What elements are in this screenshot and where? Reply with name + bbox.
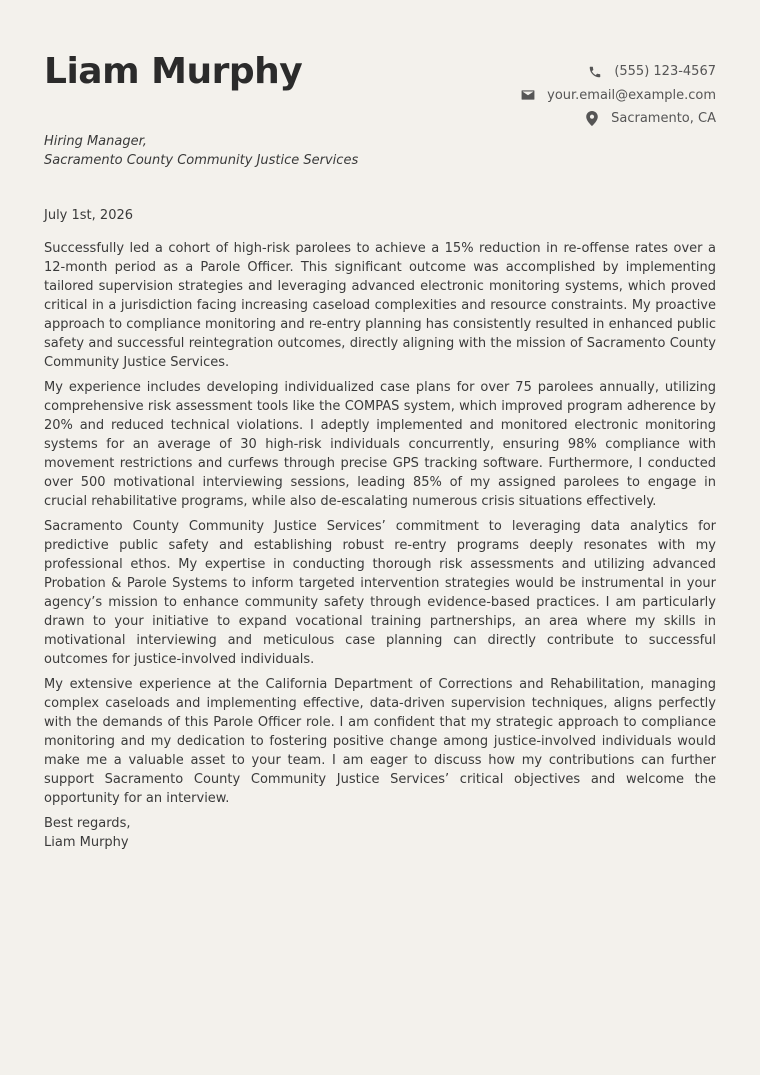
envelope-icon xyxy=(521,88,535,102)
email-text: your.email@example.com xyxy=(547,87,716,103)
closing-salutation: Best regards, xyxy=(44,816,131,831)
recipient-block xyxy=(44,132,716,170)
letter-closing xyxy=(44,814,716,852)
letter-date: July 1st, 2026 xyxy=(44,208,134,223)
letter-body xyxy=(44,239,716,808)
contact-info xyxy=(521,60,716,131)
map-pin-icon xyxy=(585,112,599,126)
contact-phone xyxy=(521,60,716,84)
phone-text: (555) 123-4567 xyxy=(614,64,716,80)
body-paragraph: My experience includes developing individualized case plans for over 75 parolees annually, utilizing comprehensive risk assessment tools like the COMPAS system, which improved program adherence by 20% and reduced technical violations. I adeptly implemented and monitored electronic monitoring systems for an average of 30 high-risk individuals concurrently, ensuring 98% compliance with movement restrictions and curfews through precise GPS tracking software. Furthermore, I conducted over 500 motivational interviewing sessions, leading 85% of my assigned parolees to engage in crucial rehabilitative programs, while also de-escalating numerous crisis situations effectively. xyxy=(44,380,716,509)
body-paragraph: Sacramento County Community Justice Services’ commitment to leveraging data analytics for predictive public safety and establishing robust re-entry programs deeply resonates with my professional ethos. My expertise in conducting thorough risk assessments and utilizing advanced Probation & Parole Systems to inform targeted intervention strategies would be instrumental in your agency’s mission to enhance community safety through evidence-based practices. I am particularly drawn to your initiative to expand vocational training partnerships, an area where my skills in motivational interviewing and meticulous case planning can directly contribute to successful outcomes for justice-involved individuals. xyxy=(44,519,716,667)
recipient-organization: Sacramento County Community Justice Services xyxy=(44,153,359,168)
body-paragraph: My extensive experience at the California Department of Corrections and Rehabilitation, managing complex caseloads and implementing effective, data-driven supervision techniques, aligns perfectly with the demands of this Parole Officer role. I am confident that my strategic approach to compliance monitoring and my dedication to fostering positive change among justice-involved individuals would make me a valuable asset to your team. I am eager to discuss how my contributions can further support Sacramento County Community Justice Services’ critical objectives and welcome the opportunity for an interview. xyxy=(44,677,716,806)
contact-location xyxy=(521,107,716,131)
body-paragraph: Successfully led a cohort of high-risk parolees to achieve a 15% reduction in re-offense rates over a 12-month period as a Parole Officer. This significant outcome was accomplished by implementing tailored supervision strategies and leveraging advanced electronic monitoring systems, which proved critical in a jurisdiction facing increasing caseload complexities and resource constraints. My proactive approach to compliance monitoring and re-entry planning has consistently resulted in enhanced public safety and successful reintegration outcomes, directly aligning with the mission of Sacramento County Community Justice Services. xyxy=(44,241,716,370)
location-text: Sacramento, CA xyxy=(611,111,716,127)
letter-header xyxy=(44,0,716,132)
applicant-name: Liam Murphy xyxy=(44,51,303,92)
contact-email xyxy=(521,84,716,108)
recipient-title: Hiring Manager, xyxy=(44,134,147,149)
phone-icon xyxy=(588,65,602,79)
closing-signature: Liam Murphy xyxy=(44,835,129,850)
